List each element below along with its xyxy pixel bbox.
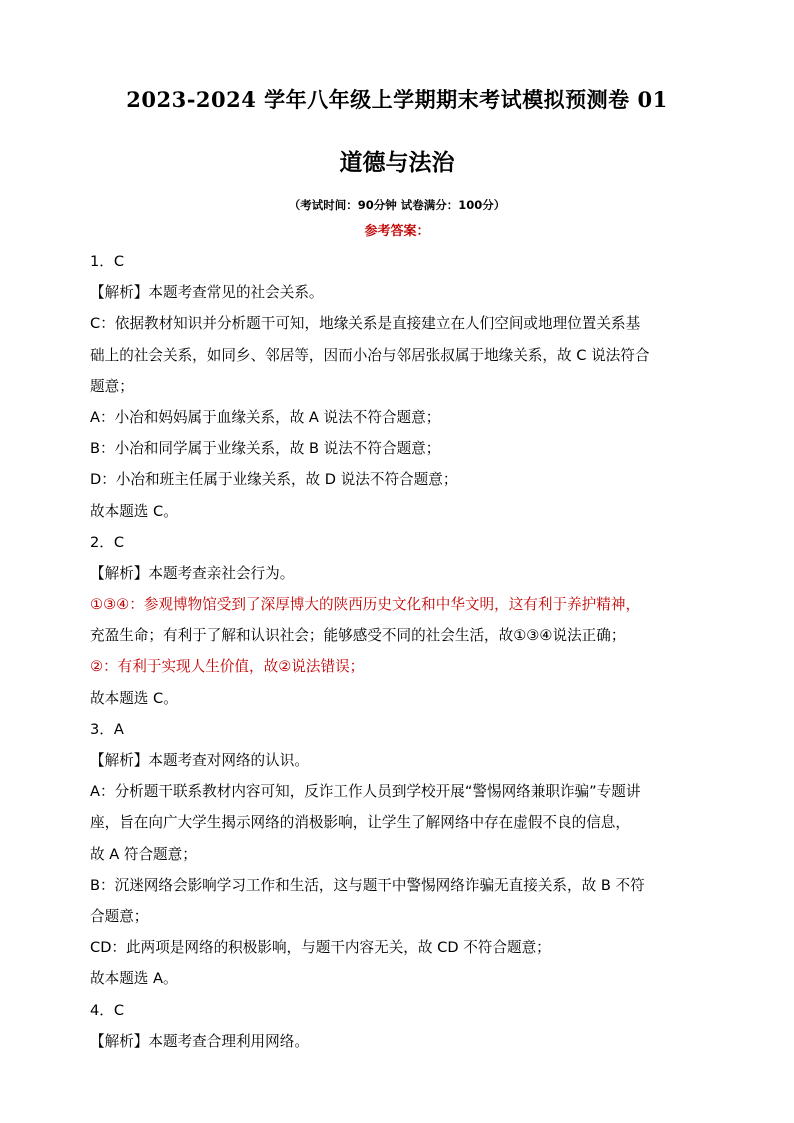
answer-line: 【解析】本题考查常见的社会关系。 — [90, 284, 324, 302]
answer-line: 【解析】本题考查亲社会行为。 — [90, 564, 295, 582]
answer-line: 【解析】本题考查对网络的认识。 — [90, 752, 309, 769]
answer-line: 3．A — [90, 720, 124, 738]
answer-line: 2．C — [90, 533, 125, 551]
answer-line: ①③④：参观博物馆受到了深厚博大的陕西历史文化和中华文明，这有利于养护精神， — [90, 596, 641, 614]
answer-line: 故本题选 C。 — [90, 502, 178, 520]
answer-line: 故本题选 A。 — [90, 970, 178, 988]
document-title: 2023-2024 学年八年级上学期期末考试模拟预测卷 01 — [126, 87, 668, 112]
answer-line: A：分析题干联系教材内容可知，反诈工作人员到学校开展“警惕网络兼职诈骗”专题讲 — [90, 783, 641, 801]
answer-line: 充盈生命；有利于了解和认识社会；能够感受不同的社会生活，故①③④说法正确； — [90, 627, 626, 645]
answers-heading: 参考答案： — [364, 224, 430, 239]
answer-line: 故本题选 C。 — [90, 689, 178, 707]
answer-line: 4．C — [90, 1001, 125, 1019]
exam-info: （考试时间：90分钟 试卷满分：100分） — [288, 198, 506, 212]
answer-line: 1．C — [90, 253, 125, 270]
answer-line: A：小冶和妈妈属于血缘关系，故 A 说法不符合题意； — [90, 408, 441, 426]
answer-line: 故 A 符合题意； — [90, 845, 197, 863]
answer-line: 座，旨在向广大学生揭示网络的消极影响，让学生了解网络中存在虚假不良的信息， — [90, 814, 630, 832]
answer-line: CD：此两项是网络的积极影响，与题干内容无关，故 CD 不符合题意； — [90, 939, 551, 957]
answer-line: 题意； — [90, 377, 134, 395]
answer-line: 础上的社会关系，如同乡、邻居等，因而小冶与邻居张叔属于地缘关系，故 C 说法符合 — [90, 346, 650, 364]
answer-body — [90, 246, 702, 1057]
answer-line: C：依据教材知识并分析题干可知，地缘关系是直接建立在人们空间或地理位置关系基 — [90, 315, 641, 333]
answer-line: B：沉迷网络会影响学习工作和生活，这与题干中警惕网络诈骗无直接关系，故 B 不符 — [90, 876, 645, 894]
answer-line: ②：有利于实现人生价值，故②说法错误； — [90, 658, 365, 676]
answer-line: D：小冶和班主任属于业缘关系，故 D 说法不符合题意； — [90, 471, 458, 489]
answer-line: 【解析】本题考查合理利用网络。 — [90, 1032, 309, 1050]
answer-line: B：小冶和同学属于业缘关系，故 B 说法不符合题意； — [90, 440, 441, 458]
answer-line: 合题意； — [90, 907, 149, 925]
subject-title: 道德与法治 — [339, 149, 455, 176]
